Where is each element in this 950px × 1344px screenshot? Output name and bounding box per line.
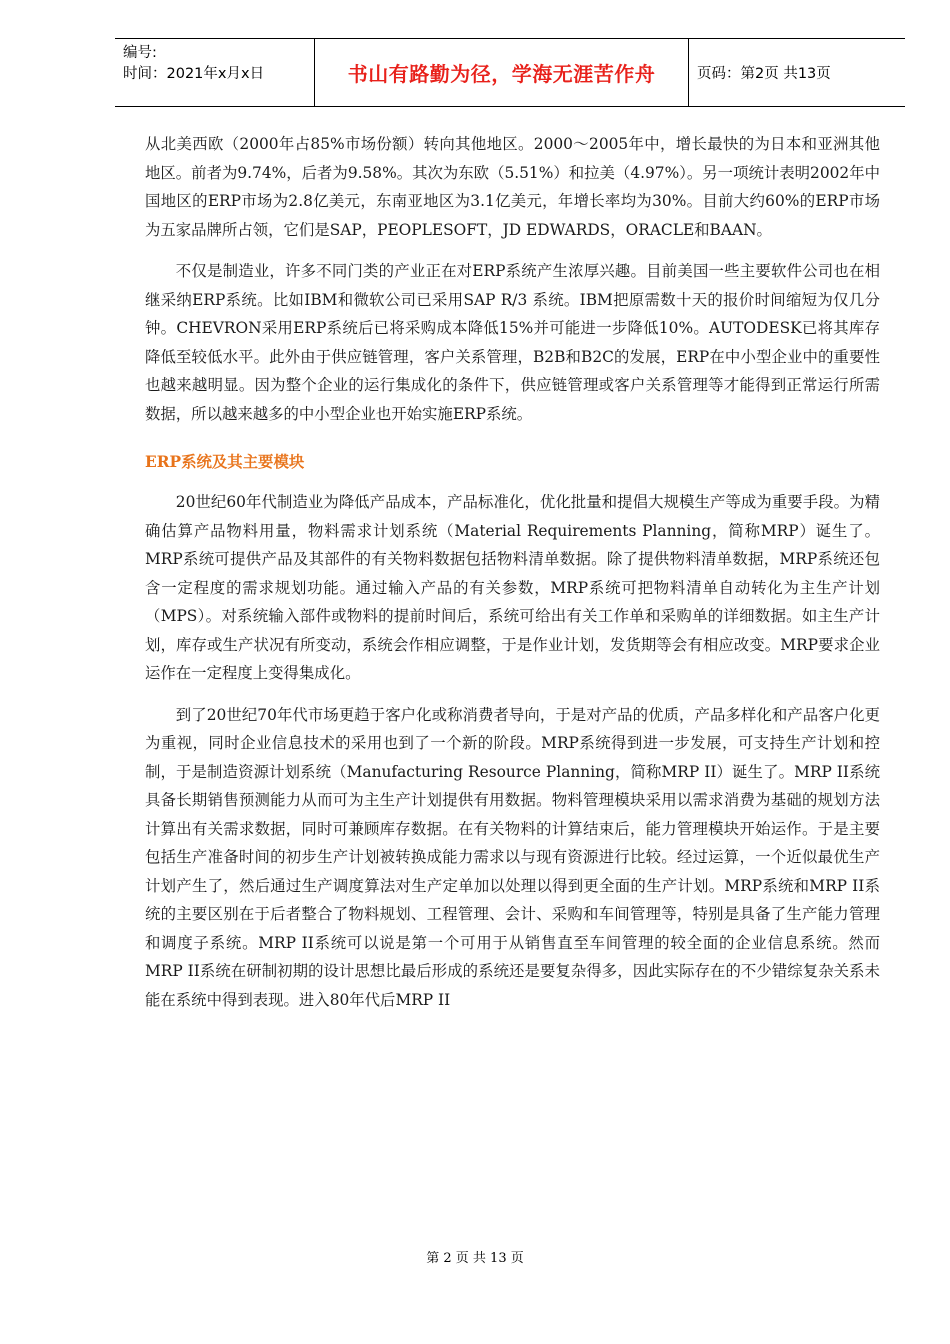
paragraph-1: 从北美西欧（2000年占85%市场份额）转向其他地区。2000～2005年中，增长最快的为日本和亚洲其他地区。前者为9.74%，后者为9.58%。其次为东欧（5.51%）和拉美（4.97%）。另一项统计表明2002年中国地区的ERP市场为2.8亿美元，东南亚地区为3.1亿美元，年增长率均为30%。目前大约60%的ERP市场为五家品牌所占领，它们是SAP，PEOPLESOFT，JD EDWARDS，ORACLE和BAAN。 [145,135,880,239]
page-footer: 第 2 页 共 13 页 [426,1251,524,1266]
page-header [115,38,905,107]
header-motto: 书山有路勤为径，学海无涯苦作舟 [315,39,689,106]
paragraph-3: 20世纪60年代制造业为降低产品成本，产品标准化，优化批量和提倡大规模生产等成为重要手段。为精确估算产品物料用量，物料需求计划系统（Material Requirements Planning，简称MRP）诞生了。MRP系统可提供产品及其部件的有关物料数据包括物料清单数据。除了提供物料清单数据，MRP系统还包含一定程度的需求规划功能。通过输入产品的有关参数，MRP系统可把物料清单自动转化为主生产计划（MPS）。对系统输入部件或物料的提前时间后，系统可给出有关工作单和采购单的详细数据。如主生产计划，库存或生产状况有所变动，系统会作相应调整，于是作业计划，发货期等会有相应改变。MRP要求企业运作在一定程度上变得集成化。 [145,493,881,682]
paragraph-2: 不仅是制造业，许多不同门类的产业正在对ERP系统产生浓厚兴趣。目前美国一些主要软件公司也在相继采纳ERP系统。比如IBM和微软公司已采用SAP R/3 系统。IBM把原需数十天的报价时间缩短为仅几分钟。CHEVRON采用ERP系统后已将采购成本降低15%并可能进一步降低10%。AUTODESK已将其库存降低至较低水平。此外由于供应链管理，客户关系管理，B2B和B2C的发展，ERP在中小型企业中的重要性也越来越明显。因为整个企业的运行集成化的条件下，供应链管理或客户关系管理等才能得到正常运行所需数据，所以越来越多的中小型企业也开始实施ERP系统。 [145,262,880,423]
header-meta [115,39,315,106]
header-page-number: 页码：第2页 共13页 [697,66,831,82]
serial-label: 编号: [123,45,157,61]
paragraph-4: 到了20世纪70年代市场更趋于客户化或称消费者导向，于是对产品的优质，产品多样化和产品客户化更为重视，同时企业信息技术的采用也到了一个新的阶段。MRP系统得到进一步发展，可支持生产计划和控制，于是制造资源计划系统（Manufacturing Resource Planning，简称MRP II）诞生了。MRP II系统具备长期销售预测能力从而可为主生产计划提供有用数据。物料管理模块采用以需求消费为基础的规划方法计算出有关需求数据，同时可兼顾库存数据。在有关物料的计算结束后，能力管理模块开始运作。于是主要包括生产准备时间的初步生产计划被转换成能力需求以与现有资源进行比较。经过运算，一个近似最优生产计划产生了，然后通过生产调度算法对生产定单加以处理以得到更全面的生产计划。MRP系统和MRP II系统的主要区别在于后者整合了物料规划、工程管理、会计、采购和车间管理等，特别是具备了生产能力管理和调度子系统。MRP II系统可以说是第一个可用于从销售直至车间管理的较全面的企业信息系统。然而MRP II系统在研制初期的设计思想比最后形成的系统还是要复杂得多，因此实际存在的不少错综复杂关系未能在系统中得到表现。进入80年代后MRP II [145,705,880,1009]
section-heading: ERP系统及其主要模块 [145,453,305,471]
time-label: 时间：2021年x月x日 [123,66,265,82]
document-body [145,130,880,1014]
